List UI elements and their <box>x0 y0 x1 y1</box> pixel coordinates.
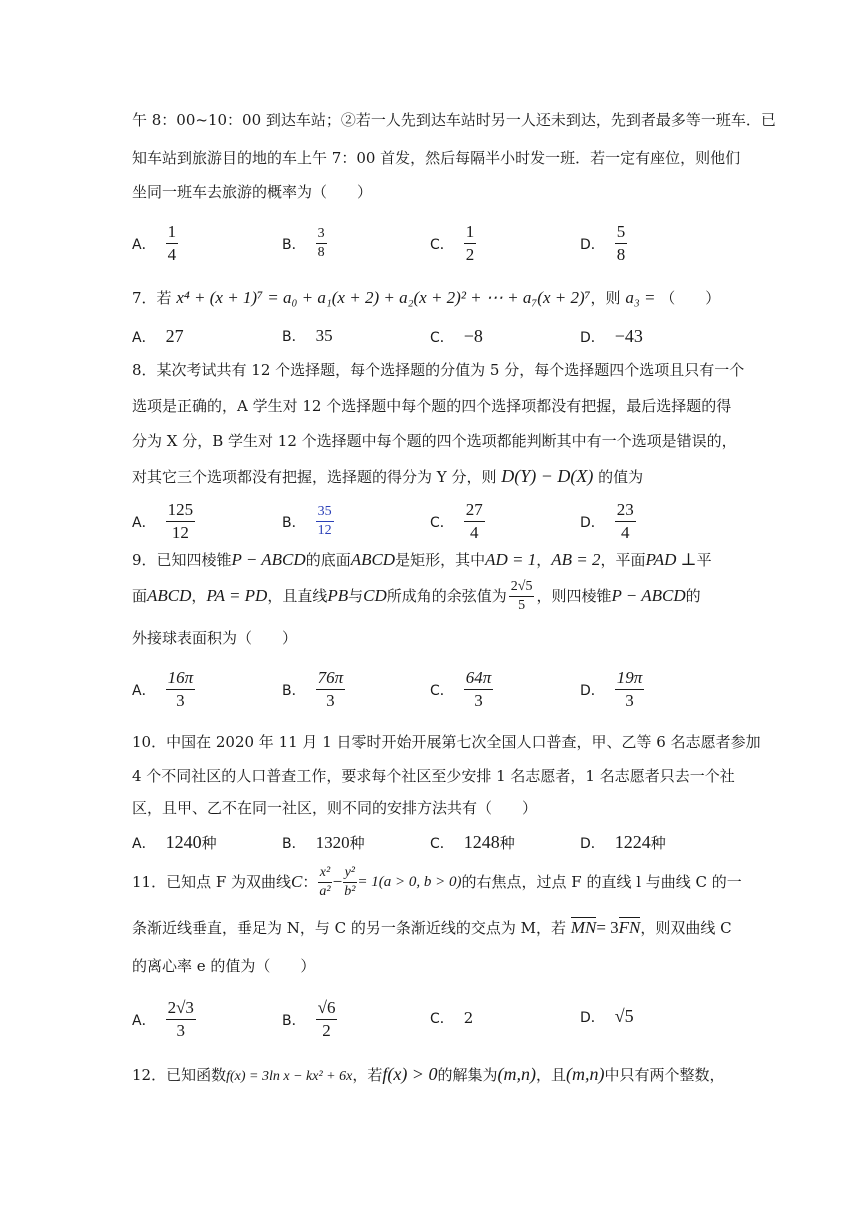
q7-equation: x⁴ + (x + 1)⁷ = a₀ + a₁(x + 2) + a₂(x + 2)² + ⋯ + a₇(x + 2)⁷ <box>176 288 591 307</box>
numerator: 2√3 <box>166 998 196 1020</box>
numerator: 35 <box>316 504 334 522</box>
q9-option-b <box>282 668 345 711</box>
option-label: A． <box>132 835 156 852</box>
q8-line1: 8．某次考试共有 12 个选择题，每个选择题的分值为 5 分，每个选择题四个选项且只有一个 <box>132 361 745 379</box>
text: ，则双曲线 C <box>640 919 732 937</box>
q10-option-c <box>430 832 515 853</box>
q11-line1 <box>132 862 742 902</box>
option-label: D． <box>580 682 605 699</box>
denominator: 3 <box>176 1021 185 1040</box>
q9-option-a <box>132 668 195 711</box>
q8-line4-text: 对其它三个选项都没有把握，选择题的得分为 Y 分，则 <box>132 468 497 486</box>
option-value: 1240 <box>165 832 202 852</box>
q7-option-c <box>430 326 483 347</box>
q6-option-d <box>580 222 627 265</box>
option-label: A． <box>132 236 156 253</box>
option-unit: 种 <box>650 834 666 852</box>
option-value: −43 <box>614 326 643 346</box>
text: ： <box>302 873 318 891</box>
option-label: C． <box>430 329 454 346</box>
minus-sign: − <box>332 872 343 891</box>
denominator: 4 <box>470 523 479 542</box>
q7-stem <box>132 288 720 308</box>
q11-option-d <box>580 1006 634 1027</box>
q6-line1: 午 8：00~10：00 到达车站；②若一人先到达车站时另一人还未到达，先到者最多等一班车．已 <box>132 111 776 129</box>
q11-option-c <box>430 1008 473 1028</box>
math: P − ABCD <box>611 586 686 605</box>
q10-line2: 4 个不同社区的人口普查工作，要求每个社区至少安排 1 名志愿者，1 名志愿者只去一个社 <box>132 767 735 785</box>
q6-line2: 知车站到旅游目的地的车上午 7：00 首发，然后每隔半小时发一班．若一定有座位，则他们 <box>132 149 741 167</box>
denominator: 3 <box>625 691 634 710</box>
denominator: b² <box>344 883 356 899</box>
numerator: 1 <box>464 222 477 244</box>
option-label: D． <box>580 835 605 852</box>
denominator: 3 <box>326 691 335 710</box>
math: ABCD <box>350 550 396 569</box>
q7-option-a <box>132 326 184 347</box>
numerator: 27 <box>464 500 485 522</box>
math: f(x) > 0 <box>382 1064 438 1084</box>
text: 9．已知四棱锥 <box>132 551 232 569</box>
text: 的底面 <box>305 551 351 569</box>
numerator: y² <box>343 865 357 883</box>
q10-option-a <box>132 832 217 853</box>
numerator: 2√5 <box>509 579 535 597</box>
numerator: √6 <box>316 998 338 1020</box>
text: 与 <box>348 587 364 605</box>
q6-line3: 坐同一班车去旅游的概率为（ ） <box>132 183 373 201</box>
option-value: 1320 <box>315 832 350 852</box>
text: 是矩形，其中 <box>395 551 486 569</box>
math: AD = 1 <box>485 550 537 569</box>
q7-target: a₃ = <box>625 288 656 307</box>
option-unit: 种 <box>349 834 365 852</box>
denominator: 12 <box>171 523 189 542</box>
q7-prefix: 7．若 <box>132 289 172 307</box>
option-label: C． <box>430 236 454 253</box>
q7-middle: ，则 <box>590 289 621 307</box>
q6-option-b <box>282 226 327 261</box>
option-unit: 种 <box>201 834 217 852</box>
numerator: 23 <box>615 500 636 522</box>
math: (m,n) <box>565 1064 605 1084</box>
option-value: 27 <box>165 326 184 346</box>
q8-option-b <box>282 504 334 539</box>
text: 中只有两个整数， <box>604 1066 725 1084</box>
option-label: B． <box>282 329 306 345</box>
denominator: 5 <box>518 597 526 613</box>
text: 平 <box>696 551 712 569</box>
math: CD <box>363 586 387 605</box>
denominator: 4 <box>167 245 177 264</box>
numerator: 76π <box>316 668 346 690</box>
q7-option-d <box>580 326 643 347</box>
math: P − ABCD <box>231 550 306 569</box>
denominator: 4 <box>621 523 630 542</box>
denominator: 2 <box>322 1021 331 1040</box>
text: ， <box>191 587 207 605</box>
q10-option-d <box>580 832 666 853</box>
denominator: 3 <box>176 691 185 710</box>
option-value: 1224 <box>614 832 651 852</box>
text: 11．已知点 F 为双曲线 <box>132 873 292 891</box>
text: ，且直线 <box>267 587 328 605</box>
q9-option-d <box>580 668 644 711</box>
q7-suffix: （ ） <box>660 289 721 307</box>
vector-mn: MN <box>570 918 597 937</box>
math: ABCD <box>147 586 192 605</box>
denominator: a² <box>319 883 331 899</box>
text: ，平面 <box>600 551 646 569</box>
option-label: C． <box>430 514 454 531</box>
option-value: 2 <box>463 1009 474 1027</box>
q8-line2: 选项是正确的，A 学生对 12 个选择题中每个题的四个选择项都没有把握，最后选择题的得 <box>132 397 732 415</box>
q11-line2 <box>132 917 732 938</box>
q9-line3: 外接球表面积为（ ） <box>132 629 298 647</box>
denominator: 3 <box>474 691 483 710</box>
denominator: 8 <box>317 245 325 260</box>
denominator: 12 <box>317 523 332 538</box>
q8-line4 <box>132 466 643 487</box>
q8-option-a <box>132 500 195 543</box>
text: 12．已知函数 <box>132 1066 227 1084</box>
q6-option-c <box>430 222 476 265</box>
q12-line1 <box>132 1064 725 1087</box>
denominator: 2 <box>465 245 475 264</box>
text: ， <box>536 551 552 569</box>
numerator: 1 <box>166 222 179 244</box>
text: 的解集为 <box>437 1066 498 1084</box>
text: ，且 <box>535 1066 566 1084</box>
math: (m,n) <box>497 1064 536 1084</box>
option-label: A． <box>132 329 156 346</box>
option-value: √5 <box>614 1006 634 1026</box>
option-label: C． <box>430 682 454 699</box>
q8-option-d <box>580 500 636 543</box>
q9-line1 <box>132 550 712 570</box>
option-label: B． <box>282 1012 306 1029</box>
q8-variance-expr: D(Y) − D(X) <box>501 466 594 486</box>
option-value: 1248 <box>463 832 500 852</box>
option-label: C． <box>430 1011 454 1027</box>
q11-option-a <box>132 998 196 1041</box>
text: ，若 <box>352 1066 383 1084</box>
q8-line4-end: 的值为 <box>598 468 644 486</box>
option-label: A． <box>132 682 156 699</box>
option-label: D． <box>580 1009 605 1026</box>
text: ，则四棱锥 <box>536 587 612 605</box>
text: 面 <box>132 587 148 605</box>
q10-line3: 区，且甲、乙不在同一社区，则不同的安排方法共有（ ） <box>132 799 538 817</box>
numerator: 64π <box>464 668 494 690</box>
option-label: C． <box>430 835 454 852</box>
math: AB = 2 <box>551 550 601 569</box>
option-value: 35 <box>315 326 333 345</box>
option-label: A． <box>132 514 156 531</box>
numerator: x² <box>318 865 332 883</box>
option-label: A． <box>132 1012 156 1029</box>
q9-line2 <box>132 576 701 616</box>
text: 的 <box>685 587 701 605</box>
q7-option-b <box>282 326 333 346</box>
numerator: 5 <box>615 222 628 244</box>
option-label: D． <box>580 514 605 531</box>
option-label: B． <box>282 835 306 852</box>
q10-line1: 10．中国在 2020 年 11 月 1 日零时开始开展第七次全国人口普查，甲、乙等 6 名志愿者参加 <box>132 733 761 751</box>
q11-line3: 的离心率 e 的值为（ ） <box>132 957 316 975</box>
q11-option-b <box>282 998 337 1041</box>
math: f(x) = 3ln x − kx² + 6x <box>226 1069 353 1084</box>
numerator: 3 <box>316 226 327 244</box>
text: 条渐近线垂直，垂足为 N，与 C 的另一条渐近线的交点为 M，若 <box>132 919 567 937</box>
text: 所成角的余弦值为 <box>386 587 507 605</box>
numerator: 125 <box>166 500 196 522</box>
vector-fn: FN <box>618 918 641 937</box>
q8-line3: 分为 X 分，B 学生对 12 个选择题中每个题的四个选项都能判断其中有一个选项是错误的， <box>132 432 737 450</box>
q8-option-c <box>430 500 485 543</box>
q6-option-a <box>132 222 178 265</box>
option-label: B． <box>282 236 306 253</box>
option-label: B． <box>282 682 306 699</box>
option-label: D． <box>580 236 605 253</box>
q9-option-c <box>430 668 493 711</box>
denominator: 8 <box>616 245 626 264</box>
numerator: 19π <box>615 668 645 690</box>
numerator: 16π <box>166 668 196 690</box>
option-value: −8 <box>463 326 483 346</box>
math: PA = PD <box>206 586 268 605</box>
option-unit: 种 <box>499 834 515 852</box>
q10-option-b <box>282 832 365 853</box>
math: = 1(a > 0, b > 0) <box>357 874 462 890</box>
option-label: D． <box>580 329 605 346</box>
math: C <box>291 872 303 891</box>
option-label: B． <box>282 514 306 531</box>
text: 的右焦点，过点 F 的直线 l 与曲线 C 的一 <box>461 873 742 891</box>
math: PB <box>327 586 349 605</box>
math: = 3 <box>596 918 619 937</box>
math: PAD ⊥ <box>645 550 697 569</box>
